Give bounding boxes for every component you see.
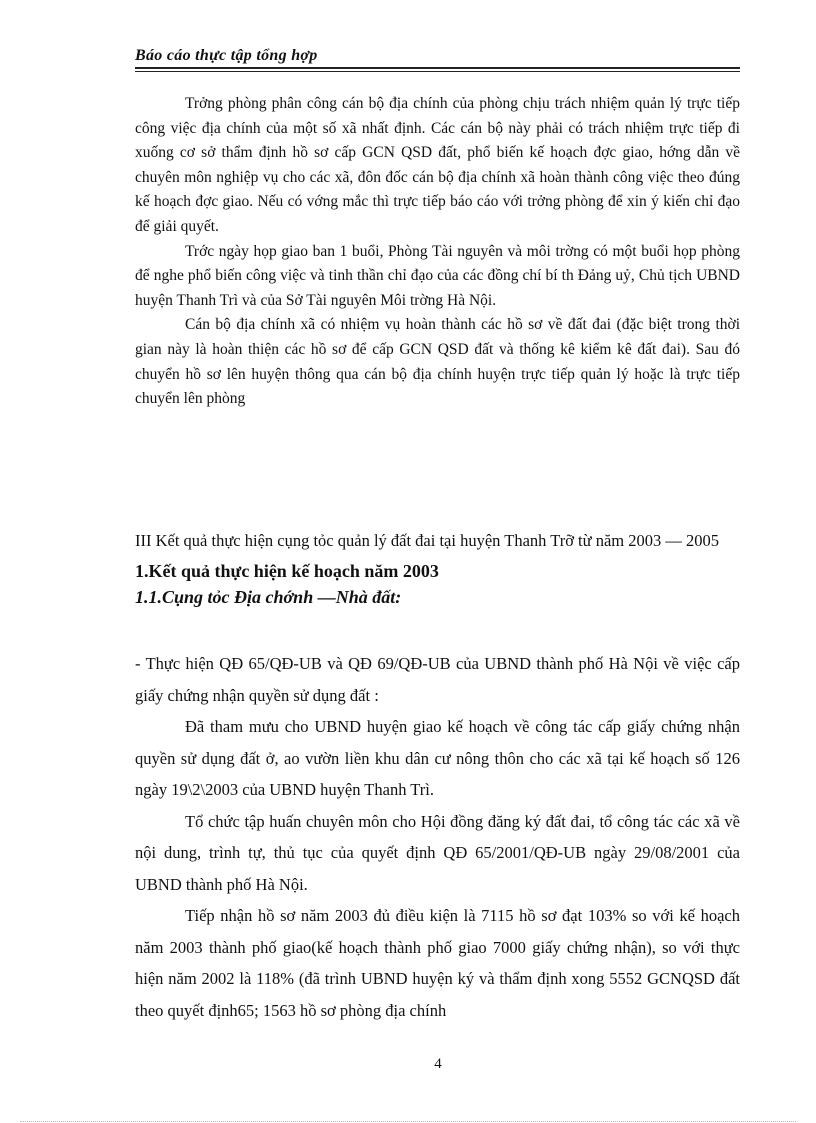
section-responsibilities <box>135 92 740 412</box>
paragraph: Cán bộ địa chính xã có nhiệm vụ hoàn thành các hồ sơ về đất đai (đặc biệt trong thời gian này là hoàn thiện các hồ sơ để cấp GCN QSD đất và thống kê kiểm kê đất đai). Sau đó chuyển hồ sơ lên huyện thông qua cán bộ địa chính huyện trực tiếp quản lý hoặc là trực tiếp chuyển lên phòng <box>135 316 740 408</box>
section-results-heading <box>135 528 740 610</box>
header-rule-thin <box>135 71 740 72</box>
running-header: Báo cáo thực tập tổng hợp <box>135 47 318 64</box>
section-heading: III Kết quả thực hiện cụng tỏc quản lý đất đai tại huyện Thanh Trỡ từ năm 2003 — 2005 <box>135 531 719 550</box>
paragraph: Đã tham mưu cho UBND huyện giao kế hoạch về công tác cấp giấy chứng nhận quyền sử dụng đất ở, ao vườn liền khu dân cư nông thôn cho các xã tại kế hoạch số 126 ngày 19\2\2003 của UBND huyện Thanh Trì. <box>135 717 740 799</box>
subheading-cadastral-work: 1.1.Cụng tỏc Địa chớnh —Nhà đất: <box>135 587 402 607</box>
paragraph: Tiếp nhận hồ sơ năm 2003 đủ điều kiện là 7115 hồ sơ đạt 103% so với kế hoạch năm 2003 thành phố giao(kế hoạch thành phố giao 7000 giấy chứng nhận), so với thực hiện năm 2002 là 118% (đã trình UBND huyện ký và thẩm định xong 5552 GCNQSD đất theo quyết định65; 1563 hồ sơ phòng địa chính <box>135 906 740 1020</box>
subheading-results-2003: 1.Kết quả thực hiện kế hoạch năm 2003 <box>135 561 439 581</box>
page-number: 4 <box>434 1056 442 1072</box>
paragraph: Trớc ngày họp giao ban 1 buổi, Phòng Tài nguyên và môi trờng có một buổi họp phòng để nghe phổ biến công việc và tinh thần chỉ đạo của các đồng chí bí th Đảng uỷ, Chủ tịch UBND huyện Thanh Trì và của Sở Tài nguyên Môi trờng Hà Nội. <box>135 242 740 309</box>
paragraph: Trởng phòng phân công cán bộ địa chính của phòng chịu trách nhiệm quản lý trực tiếp công việc địa chính của một số xã nhất định. Các cán bộ này phải có trách nhiệm trực tiếp đi xuống cơ sở thẩm định hồ sơ cấp GCN QSD đất, phổ biến kế hoạch đợc giao, hớng dẫn về chuyên môn nghiệp vụ cho các xã, đôn đốc cán bộ địa chính xã hoàn thành công việc theo đúng kế hoạch đợc giao. Nếu có vớng mắc thì trực tiếp báo cáo với trởng phòng để xin ý kiến chỉ đạo để giải quyết. <box>135 95 740 235</box>
section-results-body <box>135 648 740 1026</box>
paragraph: Tổ chức tập huấn chuyên môn cho Hội đồng đăng ký đất đai, tổ công tác các xã về nội dung, trình tự, thủ tục của quyết định QĐ 65/2001/QĐ-UB ngày 29/08/2001 của UBND thành phố Hà Nội. <box>135 811 740 894</box>
page-bottom-divider <box>20 1121 796 1122</box>
paragraph: - Thực hiện QĐ 65/QĐ-UB và QĐ 69/QĐ-UB của UBND thành phố Hà Nội về việc cấp giấy chứng nhận quyền sử dụng đất : <box>135 654 740 705</box>
header-rule-thick <box>135 67 740 69</box>
